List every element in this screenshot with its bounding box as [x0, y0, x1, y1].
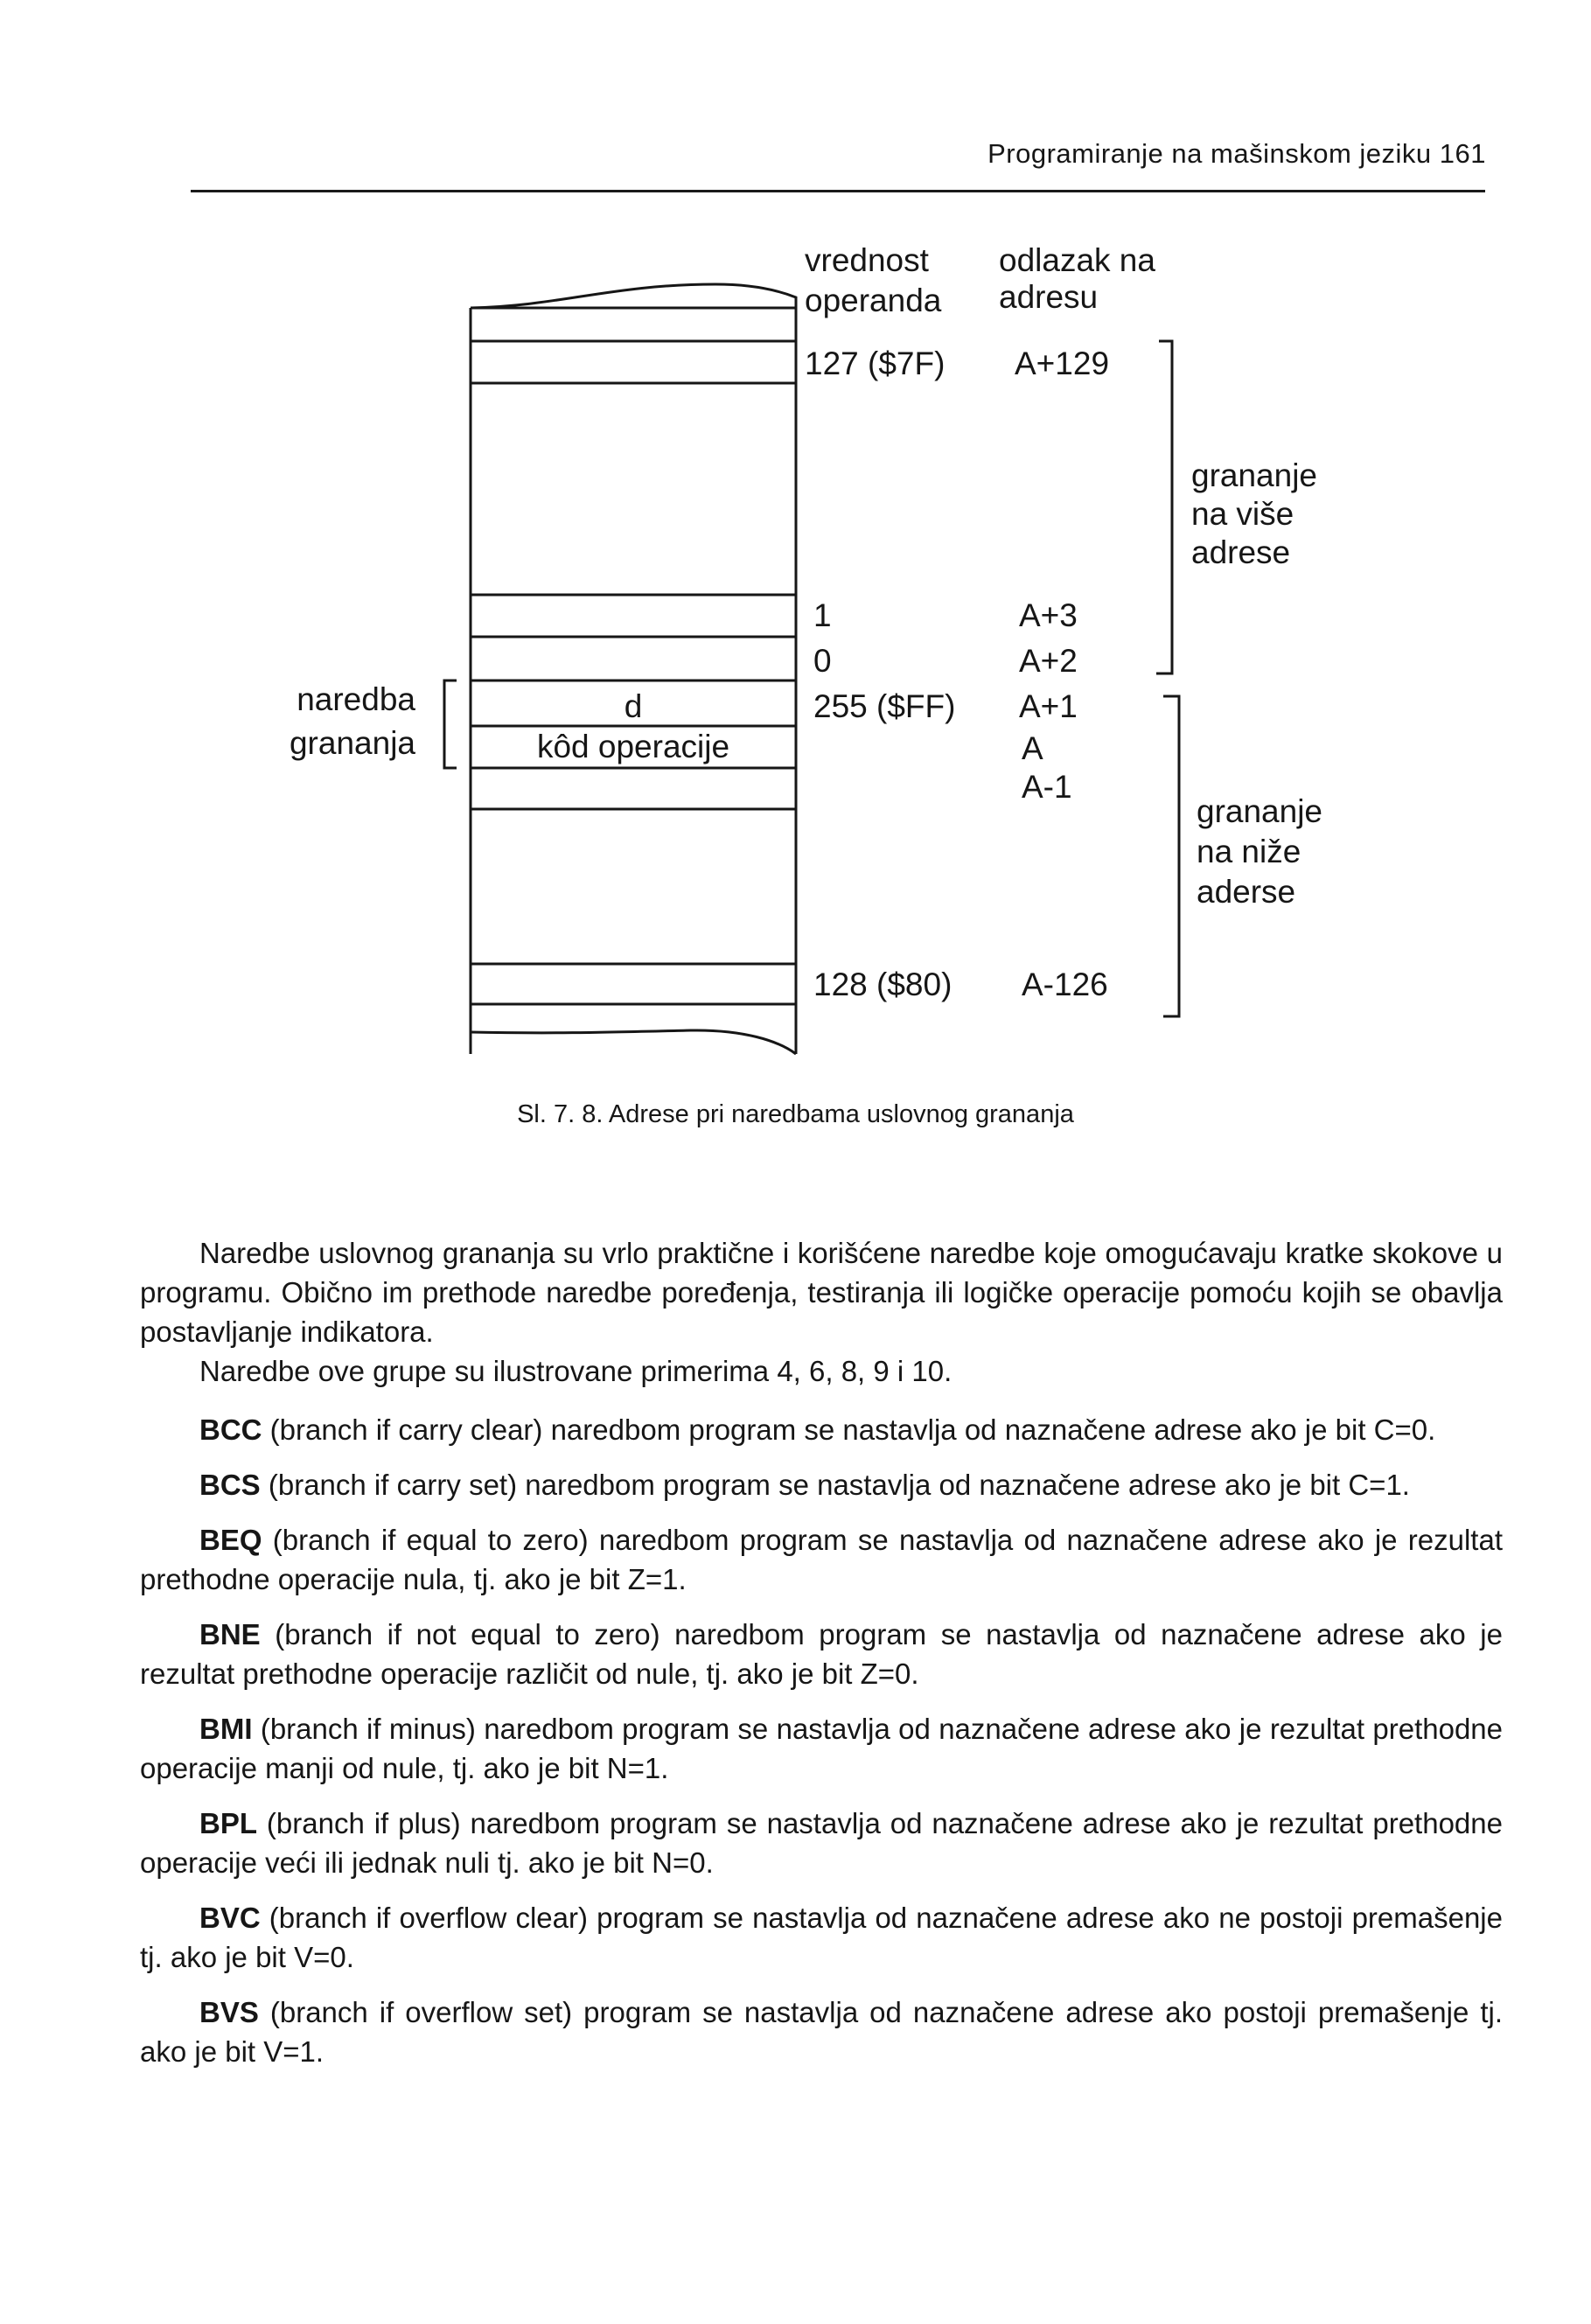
- instruction-entry: [140, 1898, 1503, 1977]
- instruction-entry: [140, 1709, 1503, 1788]
- down-label-1: grananje: [1197, 793, 1323, 829]
- row-address: A+1: [1019, 688, 1078, 724]
- row-value: 1: [813, 597, 832, 633]
- mnemonic: BCC: [199, 1413, 262, 1446]
- instruction-entry: [140, 1804, 1503, 1882]
- row-value: 255 ($FF): [813, 688, 956, 724]
- description: (branch if minus) naredbom program se nastavlja od naznačene adrese ako je rezultat prethodne operacije manji od nule, tj. ako je bit N=1.: [140, 1713, 1503, 1784]
- row-address: A+2: [1019, 643, 1078, 679]
- paragraph: Naredbe uslovnog grananja su vrlo praktične i korišćene naredbe koje omogućavaju kratke skokove u programu. Obično im prethode naredbe poređenja, testiranja ili logičke operacije pomoću kojih se obavlja postavljanje indikatora.: [140, 1237, 1503, 1348]
- col-address-title-1: odlazak na: [999, 242, 1155, 278]
- row-address: A: [1022, 730, 1043, 766]
- description: (branch if overflow clear) program se nastavlja od naznačene adrese ako ne postoji premašenje tj. ako je bit V=0.: [140, 1902, 1503, 1973]
- description: (branch if carry set) naredbom program se nastavlja od naznačene adrese ako je bit C=1.: [260, 1469, 1410, 1501]
- row-address: A-126: [1022, 967, 1108, 1002]
- left-label-2: grananja: [289, 725, 415, 761]
- mnemonic: BCS: [199, 1469, 261, 1501]
- mnemonic: BEQ: [199, 1524, 262, 1556]
- running-title: Programiranje na mašinskom jeziku: [987, 138, 1432, 169]
- figure-caption: Sl. 7. 8. Adrese pri naredbama uslovnog grananja: [517, 1100, 1074, 1128]
- left-label-1: naredba: [297, 681, 415, 717]
- row-address: A+3: [1019, 597, 1078, 633]
- instruction-entry: [140, 1615, 1503, 1693]
- description: (branch if overflow set) program se nastavlja od naznačene adrese ako postoji premašenje tj. ako je bit V=1.: [140, 1996, 1503, 2068]
- up-label-3: adrese: [1191, 534, 1291, 570]
- description: (branch if not equal to zero) naredbom program se nastavlja od naznačene adrese ako je rezultat prethodne operacije različit od nule, tj. ako je bit Z=0.: [140, 1618, 1503, 1690]
- instruction-entry: [140, 1410, 1503, 1449]
- down-label-2: na niže: [1197, 834, 1301, 869]
- branch-address-diagram: [0, 0, 1591, 1146]
- description: (branch if equal to zero) naredbom program se nastavlja od naznačene adrese ako je rezultat prethodne operacije nula, tj. ako je bit Z=1.: [140, 1524, 1503, 1595]
- body-text: [140, 1233, 1503, 2087]
- cell-opcode-label: kôd operacije: [536, 729, 730, 764]
- paragraph: Naredbe ove grupe su ilustrovane primerima 4, 6, 8, 9 i 10.: [199, 1355, 953, 1387]
- col-value-title-1: vrednost: [805, 242, 929, 278]
- mnemonic: BVC: [199, 1902, 261, 1934]
- row-value: 127 ($7F): [805, 345, 946, 381]
- page-number: 161: [1439, 138, 1486, 169]
- mnemonic: BVS: [199, 1996, 259, 2028]
- up-label-2: na više: [1191, 496, 1294, 532]
- memory-bottom-torn-edge: [471, 1030, 796, 1054]
- row-value: 128 ($80): [813, 967, 953, 1002]
- mnemonic: BPL: [199, 1807, 257, 1839]
- up-label-1: grananje: [1191, 457, 1318, 493]
- memory-top-torn-edge: [471, 284, 796, 308]
- instruction-bracket: [444, 680, 457, 768]
- col-value-title-2: operanda: [805, 283, 942, 318]
- mnemonic: BMI: [199, 1713, 253, 1745]
- instruction-entry: [140, 1520, 1503, 1599]
- description: (branch if plus) naredbom program se nastavlja od naznačene adrese ako je rezultat prethodne operacije veći ili jednak nuli tj. ako je bit N=0.: [140, 1807, 1503, 1879]
- instruction-entry: [140, 1465, 1503, 1504]
- description: (branch if carry clear) naredbom program se nastavlja od naznačene adrese ako je bit C=0.: [262, 1413, 1436, 1446]
- row-value: 0: [813, 643, 832, 679]
- col-address-title-2: adresu: [999, 279, 1099, 315]
- branch-down-bracket: [1163, 696, 1179, 1016]
- row-address: A-1: [1022, 769, 1072, 805]
- cell-d-label: d: [624, 688, 643, 724]
- mnemonic: BNE: [199, 1618, 261, 1651]
- branch-up-bracket: [1156, 341, 1172, 673]
- row-address: A+129: [1015, 345, 1110, 381]
- down-label-3: aderse: [1197, 874, 1296, 910]
- instruction-entry: [140, 1992, 1503, 2071]
